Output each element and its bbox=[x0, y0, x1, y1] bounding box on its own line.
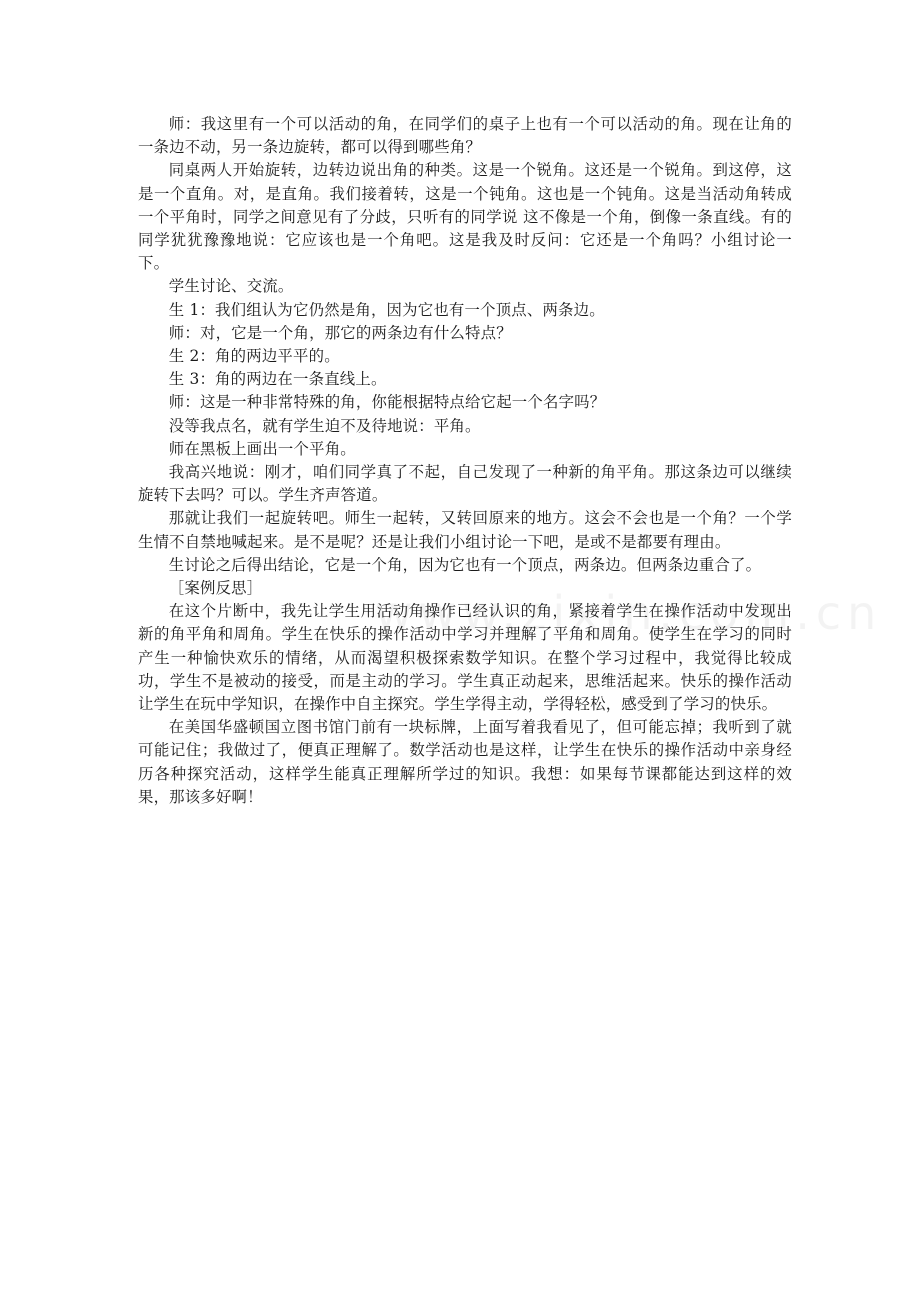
paragraph-closing: 在美国华盛顿国立图书馆门前有一块标牌，上面写着我看见了，但可能忘掉；我听到了就可能记住；我做过了，便真正理解了。数学活动也是这样，让学生在快乐的操作活动中亲身经历各种探究活动，这样学生能真正理解所学过的知识。我想：如果每节课都能达到这样的效果，那该多好啊！ bbox=[138, 718, 792, 806]
paragraph-blackboard: 师在黑板上画出一个平角。 bbox=[168, 439, 356, 458]
paragraph-discussion: 学生讨论、交流。 bbox=[168, 277, 294, 296]
paragraph-straight-angle: 没等我点名，就有学生迫不及待地说：平角。 bbox=[168, 416, 481, 435]
paragraph-praise: 我高兴地说：刚才，咱们同学真了不起，自己发现了一种新的角平角。那这条边可以继续旋转下去吗？可以。学生齐声答道。 bbox=[138, 463, 792, 505]
paragraph-reflection: 在这个片断中，我先让学生用活动角操作已经认识的角，紧接着学生在操作活动中发现出新的角平角和周角。学生在快乐的操作活动中学习并理解了平角和周角。使学生在学习的同时产生一种愉快欢乐的情绪，从而渴望积极探索数学知识。在整个学习过程中，我觉得比较成功，学生不是被动的接受，而是主动的学习。学生真正动起来，思维活起来。快乐的操作活动让学生在玩中学知识，在操作中自主探究。学生学得主动，学得轻松，感受到了学习的快乐。 bbox=[138, 602, 792, 714]
document-body bbox=[138, 113, 792, 809]
paragraph-student-1: 生 1：我们组认为它仍然是角，因为它也有一个顶点、两条边。 bbox=[168, 300, 605, 319]
paragraph-teacher-intro: 师：我这里有一个可以活动的角，在同学们的桌子上也有一个可以活动的角。现在让角的一条边不动，另一条边旋转，都可以得到哪些角？ bbox=[138, 115, 792, 157]
paragraph-teacher-question: 师：对，它是一个角，那它的两条边有什么特点？ bbox=[168, 323, 512, 342]
paragraph-rotation-activity: 同桌两人开始旋转，边转边说出角的种类。这是一个锐角。这还是一个锐角。到这停，这是一个直角。对，是直角。我们接着转，这是一个钝角。这也是一个钝角。这是当活动角转成一个平角时，同学之间意见有了分歧，只听有的同学说 这不像是一个角，倒像一条直线。有的同学犹犹豫豫地说：它应该也是一个角吧。这是我及时反问：它还是一个角吗？小组讨论一下。 bbox=[138, 161, 792, 273]
paragraph-student-2: 生 2：角的两边平平的。 bbox=[168, 347, 340, 366]
paragraph-conclusion: 生讨论之后得出结论，它是一个角，因为它也有一个顶点，两条边。但两条边重合了。 bbox=[168, 555, 762, 574]
paragraph-teacher-naming: 师：这是一种非常特殊的角，你能根据特点给它起一个名字吗？ bbox=[168, 393, 606, 412]
section-heading-reflection: ［案例反思］ bbox=[168, 579, 263, 598]
paragraph-full-rotation: 那就让我们一起旋转吧。师生一起转，又转回原来的地方。这会不会也是一个角？一个学生情不自禁地喊起来。是不是呢？还是让我们小组讨论一下吧，是或不是都要有理由。 bbox=[138, 509, 792, 551]
paragraph-student-3: 生 3：角的两边在一条直线上。 bbox=[168, 370, 387, 389]
